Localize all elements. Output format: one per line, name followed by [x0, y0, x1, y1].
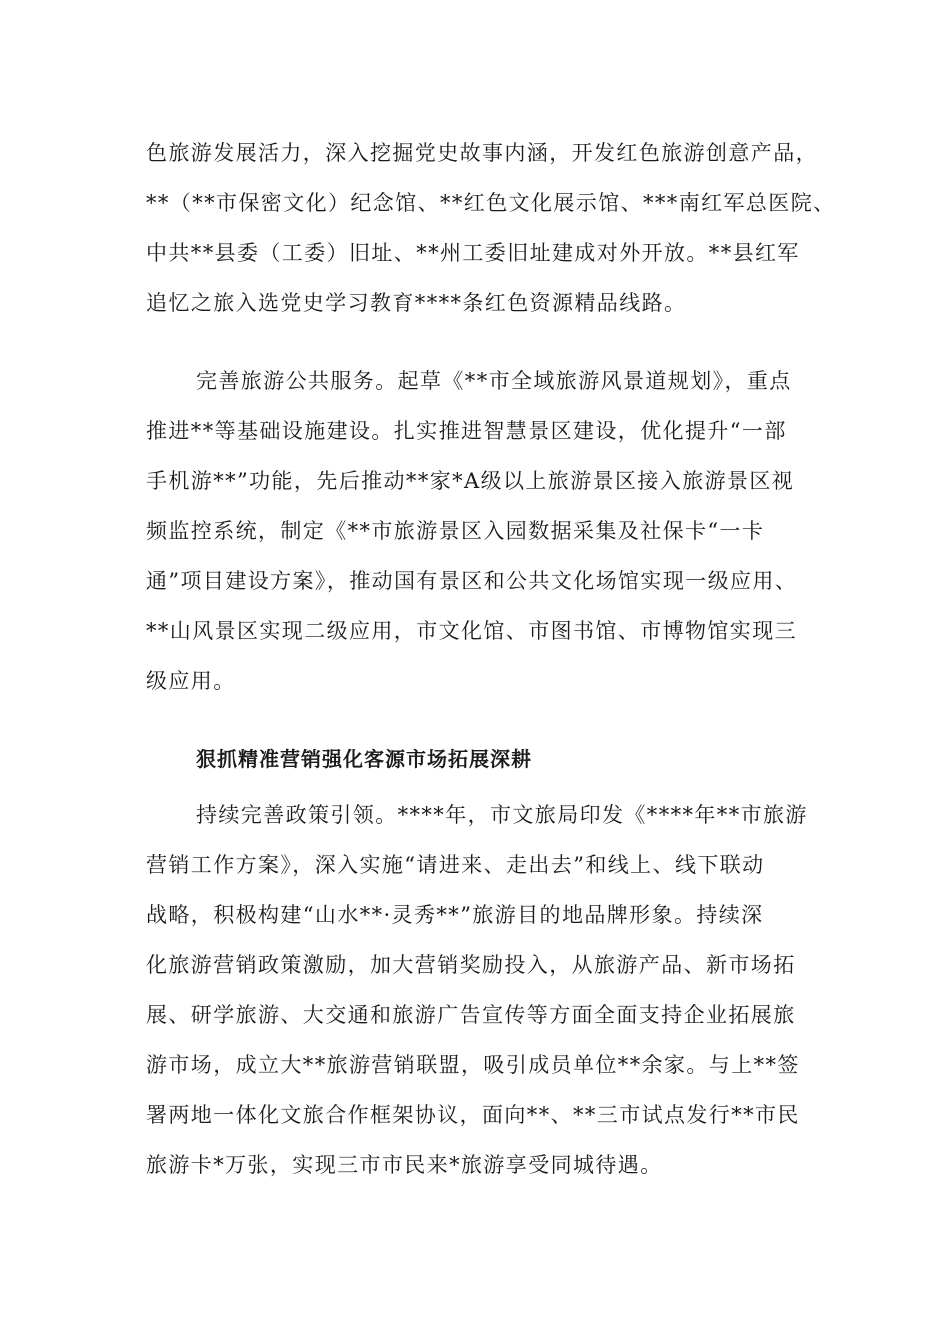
text-line: 旅游卡*万张，实现三市市民来*旅游享受同城待遇。	[146, 1153, 663, 1177]
document-body	[146, 128, 836, 1190]
paragraph-marketing-policy	[146, 790, 810, 1190]
text-line: 署两地一体化文旅合作框架协议，面向**、**三市试点发行**市民	[146, 1103, 800, 1127]
text-line: 化旅游营销政策激励，加大营销奖励投入，从旅游产品、新市场拓	[146, 953, 796, 977]
paragraph-red-tourism	[146, 128, 836, 328]
text-line: **（**市保密文化）纪念馆、**红色文化展示馆、***南红军总医院、	[146, 191, 836, 215]
text-line: 展、研学旅游、大交通和旅游广告宣传等方面全面支持企业拓展旅	[146, 1003, 796, 1027]
text-line: 级应用。	[146, 669, 236, 693]
paragraph-public-service	[146, 356, 810, 706]
text-line: 持续完善政策引领。****年，市文旅局印发《****年**市旅游	[196, 803, 808, 827]
text-line: **山风景区实现二级应用，市文化馆、市图书馆、市博物馆实现三	[146, 619, 797, 643]
section-heading: 狠抓精准营销强化客源市场拓展深耕	[196, 747, 532, 771]
text-line: 手机游**”功能，先后推动**家*A级以上旅游景区接入旅游景区视	[146, 469, 795, 493]
text-line: 中共**县委（工委）旧址、**州工委旧址建成对外开放。**县红军	[146, 241, 800, 265]
text-line: 追忆之旅入选党史学习教育****条红色资源精品线路。	[146, 291, 687, 315]
text-line: 通”项目建设方案》，推动国有景区和公共文化场馆实现一级应用、	[146, 569, 798, 593]
text-line: 营销工作方案》，深入实施“请进来、走出去”和线上、线下联动	[146, 853, 765, 877]
text-line: 游市场，成立大**旅游营销联盟，吸引成员单位**余家。与上**签	[146, 1053, 800, 1077]
text-line: 色旅游发展活力，深入挖掘党史故事内涵，开发红色旅游创意产品，	[146, 141, 818, 165]
text-line: 频监控系统，制定《**市旅游景区入园数据采集及社保卡“一卡	[146, 519, 765, 543]
paragraph-gap	[146, 706, 810, 734]
text-line: 完善旅游公共服务。起草《**市全域旅游风景道规划》，重点	[196, 369, 792, 393]
paragraph-gap	[146, 328, 810, 356]
text-line: 战略，积极构建“山水**·灵秀**”旅游目的地品牌形象。持续深	[146, 903, 764, 927]
text-line: 推进**等基础设施建设。扎实推进智慧景区建设，优化提升“一部	[146, 419, 787, 443]
